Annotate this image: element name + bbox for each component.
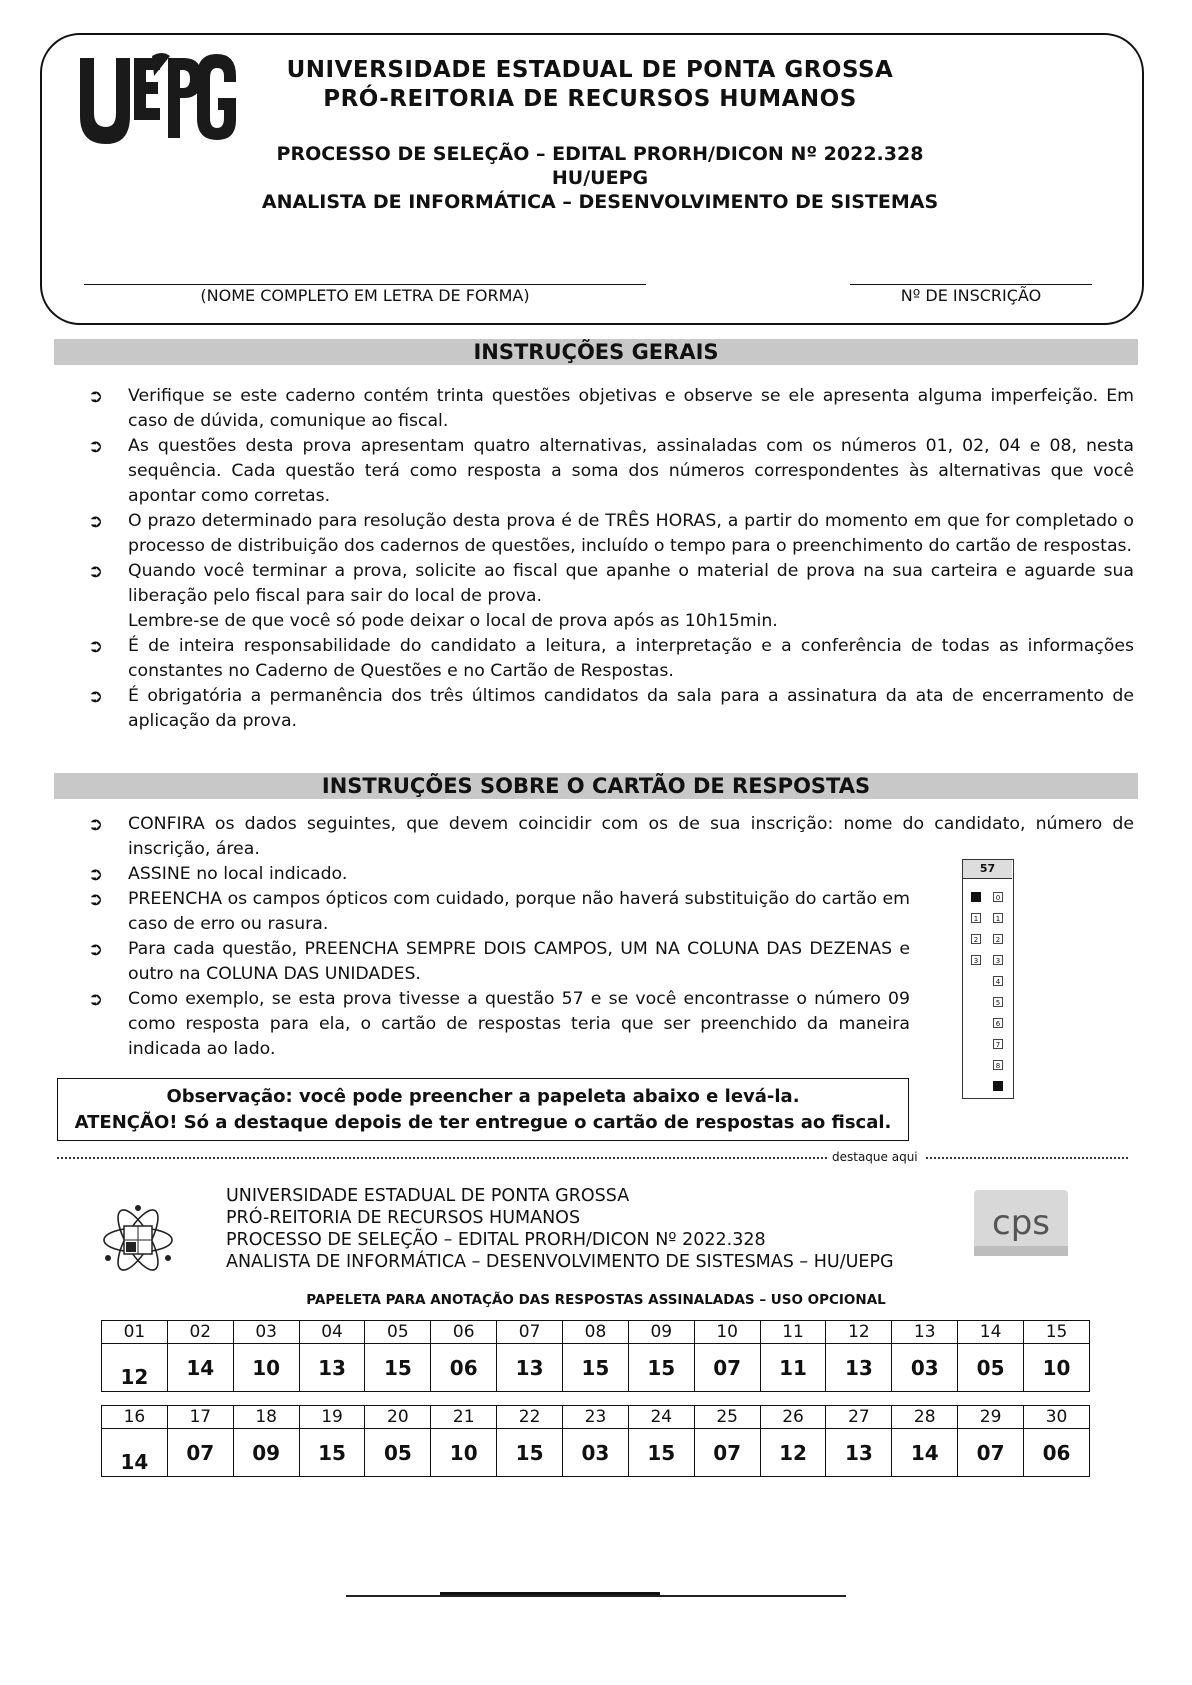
question-number-cell: 06 — [431, 1321, 497, 1344]
bubble-units-9 — [993, 1081, 1003, 1091]
arrow-bullet-icon: ➲ — [88, 989, 104, 1010]
card-instructions-title: INSTRUÇÕES SOBRE O CARTÃO DE RESPOSTAS — [54, 773, 1138, 799]
answer-cell[interactable]: 13 — [497, 1344, 563, 1392]
answer-cell[interactable]: 07 — [694, 1344, 760, 1392]
bubble-tens-1: 1 — [971, 913, 981, 923]
process-title: PROCESSO DE SELEÇÃO – EDITAL PRORH/DICON Nº 2022.328 — [276, 143, 924, 165]
question-number-row — [102, 1321, 1090, 1344]
list-item: ➲ É de inteira responsabilidade do candidato a leitura, a interpretação e a conferência de todas as informações constantes no Caderno de Questões e no Cartão de Respostas. — [88, 636, 1134, 681]
question-number-cell: 13 — [892, 1321, 958, 1344]
list-item: ➲ Como exemplo, se esta prova tivesse a questão 57 e se você encontrasse o número 09 como resposta para ela, o cartão de respostas teria que ser preenchido da maneira indicada ao lado. — [88, 989, 910, 1059]
cps-logo-text: cps — [992, 1203, 1050, 1243]
arrow-bullet-icon: ➲ — [88, 939, 104, 960]
question-number-cell: 11 — [760, 1321, 826, 1344]
answer-cell[interactable]: 15 — [563, 1344, 629, 1392]
question-number-cell: 04 — [299, 1321, 365, 1344]
uepg-logo — [78, 48, 238, 148]
question-number-cell: 09 — [628, 1321, 694, 1344]
cps-logo — [972, 1188, 1070, 1258]
slip-pro-rectory-name: PRÓ-REITORIA DE RECURSOS HUMANOS — [226, 1208, 581, 1228]
answer-cell[interactable]: 14 — [892, 1429, 958, 1477]
bubble-tens-2: 2 — [971, 934, 981, 944]
question-number-cell: 17 — [167, 1406, 233, 1429]
position-title: ANALISTA DE INFORMÁTICA – DESENVOLVIMENTO DE SISTEMAS — [261, 191, 939, 213]
answer-cell[interactable]: 10 — [1024, 1344, 1090, 1392]
answer-cell[interactable]: 05 — [958, 1344, 1024, 1392]
answer-cell[interactable]: 03 — [563, 1429, 629, 1477]
observation-line-1: Observação: você pode preencher a papeleta abaixo e levá-la. — [166, 1086, 800, 1107]
slip-university-name: UNIVERSIDADE ESTADUAL DE PONTA GROSSA — [226, 1186, 630, 1206]
question-number-cell: 29 — [958, 1406, 1024, 1429]
name-signature-line[interactable] — [84, 284, 646, 285]
question-number-cell: 30 — [1024, 1406, 1090, 1429]
question-number-cell: 25 — [694, 1406, 760, 1429]
footer-line — [346, 1595, 846, 1597]
list-item: ➲ Verifique se este caderno contém trinta questões objetivas e observe se ele apresenta alguma imperfeição. Em caso de dúvida, comunique ao fiscal. — [88, 386, 1134, 431]
slip-title: PAPELETA PARA ANOTAÇÃO DAS RESPOSTAS ASSINALADAS – USO OPCIONAL — [306, 1292, 886, 1308]
question-number-cell: 14 — [958, 1321, 1024, 1344]
example-question-number: 57 — [963, 860, 1012, 879]
question-number-cell: 16 — [102, 1406, 168, 1429]
answer-cell[interactable]: 10 — [431, 1429, 497, 1477]
bubble-units-8: 8 — [993, 1060, 1003, 1070]
list-item: ➲ CONFIRA os dados seguintes, que devem coincidir com os de sua inscrição: nome do candidato, número de inscrição, área. — [88, 814, 1134, 859]
bubble-units-3: 3 — [993, 955, 1003, 965]
answer-cell[interactable]: 07 — [958, 1429, 1024, 1477]
general-instructions-title: INSTRUÇÕES GERAIS — [54, 339, 1138, 365]
bubble-units-4: 4 — [993, 976, 1003, 986]
question-number-cell: 23 — [563, 1406, 629, 1429]
answer-cell[interactable]: 03 — [892, 1344, 958, 1392]
bubble-units-0: 0 — [993, 892, 1003, 902]
question-number-cell: 02 — [167, 1321, 233, 1344]
answer-cell[interactable]: 15 — [299, 1429, 365, 1477]
arrow-bullet-icon: ➲ — [88, 889, 104, 910]
bubble-tens-3: 3 — [971, 955, 981, 965]
answer-table-1 — [101, 1320, 1090, 1392]
bubble-units-7: 7 — [993, 1039, 1003, 1049]
answer-cell[interactable]: 11 — [760, 1344, 826, 1392]
pro-rectory-name: PRÓ-REITORIA DE RECURSOS HUMANOS — [323, 86, 857, 112]
answer-row — [102, 1429, 1090, 1477]
question-number-cell: 21 — [431, 1406, 497, 1429]
question-number-cell: 07 — [497, 1321, 563, 1344]
question-number-cell: 22 — [497, 1406, 563, 1429]
answer-cell[interactable]: 06 — [1024, 1429, 1090, 1477]
question-number-cell: 18 — [233, 1406, 299, 1429]
registration-caption: Nº DE INSCRIÇÃO — [900, 286, 1042, 305]
question-number-row — [102, 1406, 1090, 1429]
answer-cell[interactable]: 15 — [628, 1429, 694, 1477]
arrow-bullet-icon: ➲ — [88, 814, 104, 835]
slip-position-title: ANALISTA DE INFORMÁTICA – DESENVOLVIMENTO DE SISTESMAS – HU/UEPG — [226, 1252, 894, 1272]
name-caption: (NOME COMPLETO EM LETRA DE FORMA) — [200, 286, 530, 305]
bubble-tens-0 — [971, 892, 981, 902]
answer-cell[interactable]: 14 — [102, 1429, 168, 1477]
answer-table-2 — [101, 1405, 1090, 1477]
answer-cell[interactable]: 13 — [826, 1344, 892, 1392]
bubble-units-2: 2 — [993, 934, 1003, 944]
registration-line[interactable] — [850, 284, 1092, 285]
arrow-bullet-icon: ➲ — [88, 686, 104, 707]
cut-line — [926, 1157, 1128, 1159]
list-item: ➲ ASSINE no local indicado. — [88, 864, 348, 885]
observation-line-2: ATENÇÃO! Só a destaque depois de ter entregue o cartão de respostas ao fiscal. — [74, 1112, 892, 1133]
question-number-cell: 24 — [628, 1406, 694, 1429]
general-instructions-list — [88, 384, 1134, 734]
example-answer-card — [962, 859, 1014, 1099]
list-item: ➲ PREENCHA os campos ópticos com cuidado, porque não haverá substituição do cartão em caso de erro ou rasura. — [88, 889, 910, 934]
arrow-bullet-icon: ➲ — [88, 436, 104, 457]
answer-cell[interactable]: 12 — [102, 1344, 168, 1392]
question-number-cell: 26 — [760, 1406, 826, 1429]
list-item-note: Lembre-se de que você só pode deixar o local de prova após as 10h15min. — [128, 611, 778, 631]
question-number-cell: 05 — [365, 1321, 431, 1344]
answer-cell[interactable]: 07 — [694, 1429, 760, 1477]
list-item: ➲ Para cada questão, PREENCHA SEMPRE DOIS CAMPOS, UM NA COLUNA DAS DEZENAS e outro na COLUNA DAS UNIDADES. — [88, 939, 910, 984]
list-item: ➲ As questões desta prova apresentam quatro alternativas, assinaladas com os números 01, 02, 04 e 08, nesta sequência. Cada questão terá como resposta a soma dos números correspondentes às alternativas que você apontar como corretas. — [88, 436, 1134, 506]
question-number-cell: 08 — [563, 1321, 629, 1344]
question-number-cell: 27 — [826, 1406, 892, 1429]
university-name: UNIVERSIDADE ESTADUAL DE PONTA GROSSA — [286, 57, 894, 83]
arrow-bullet-icon: ➲ — [88, 636, 104, 657]
question-number-cell: 28 — [892, 1406, 958, 1429]
answer-row — [102, 1344, 1090, 1392]
answer-cell[interactable]: 06 — [431, 1344, 497, 1392]
bubble-units-5: 5 — [993, 997, 1003, 1007]
observation-box — [57, 1078, 909, 1141]
question-number-cell: 19 — [299, 1406, 365, 1429]
list-item: ➲ É obrigatória a permanência dos três últimos candidatos da sala para a assinatura da ata de encerramento de aplicação da prova. — [88, 686, 1134, 731]
answer-cell[interactable]: 13 — [299, 1344, 365, 1392]
bubble-units-6: 6 — [993, 1018, 1003, 1028]
answer-cell[interactable]: 09 — [233, 1429, 299, 1477]
bubble-units-1: 1 — [993, 913, 1003, 923]
question-number-cell: 03 — [233, 1321, 299, 1344]
answer-cell[interactable]: 12 — [760, 1429, 826, 1477]
question-number-cell: 20 — [365, 1406, 431, 1429]
answer-cell[interactable]: 15 — [628, 1344, 694, 1392]
unit-title: HU/UEPG — [551, 167, 649, 189]
question-number-cell: 12 — [826, 1321, 892, 1344]
answer-cell[interactable]: 07 — [167, 1429, 233, 1477]
cut-line — [57, 1157, 827, 1159]
answer-cell[interactable]: 14 — [167, 1344, 233, 1392]
arrow-bullet-icon: ➲ — [88, 386, 104, 407]
answer-cell[interactable]: 10 — [233, 1344, 299, 1392]
list-item: ➲ Quando você terminar a prova, solicite ao fiscal que apanhe o material de prova na sua carteira e aguarde sua liberação pelo fiscal para sair do local de prova. — [88, 561, 1134, 606]
arrow-bullet-icon: ➲ — [88, 511, 104, 532]
uepg-atom-logo — [102, 1200, 174, 1280]
footer-line — [440, 1592, 660, 1595]
answer-cell[interactable]: 15 — [365, 1344, 431, 1392]
list-item: ➲ O prazo determinado para resolução desta prova é de TRÊS HORAS, a partir do momento em que for completado o processo de distribuição dos cadernos de questões, incluído o tempo para o preenchimento do cartão de respostas. — [88, 511, 1134, 556]
question-number-cell: 01 — [102, 1321, 168, 1344]
answer-cell[interactable]: 15 — [497, 1429, 563, 1477]
cut-label: destaque aqui — [832, 1150, 918, 1164]
question-number-cell: 10 — [694, 1321, 760, 1344]
answer-cell[interactable]: 05 — [365, 1429, 431, 1477]
answer-cell[interactable]: 13 — [826, 1429, 892, 1477]
slip-process-title: PROCESSO DE SELEÇÃO – EDITAL PRORH/DICON Nº 2022.328 — [226, 1230, 766, 1250]
question-number-cell: 15 — [1024, 1321, 1090, 1344]
arrow-bullet-icon: ➲ — [88, 561, 104, 582]
arrow-bullet-icon: ➲ — [88, 864, 104, 885]
